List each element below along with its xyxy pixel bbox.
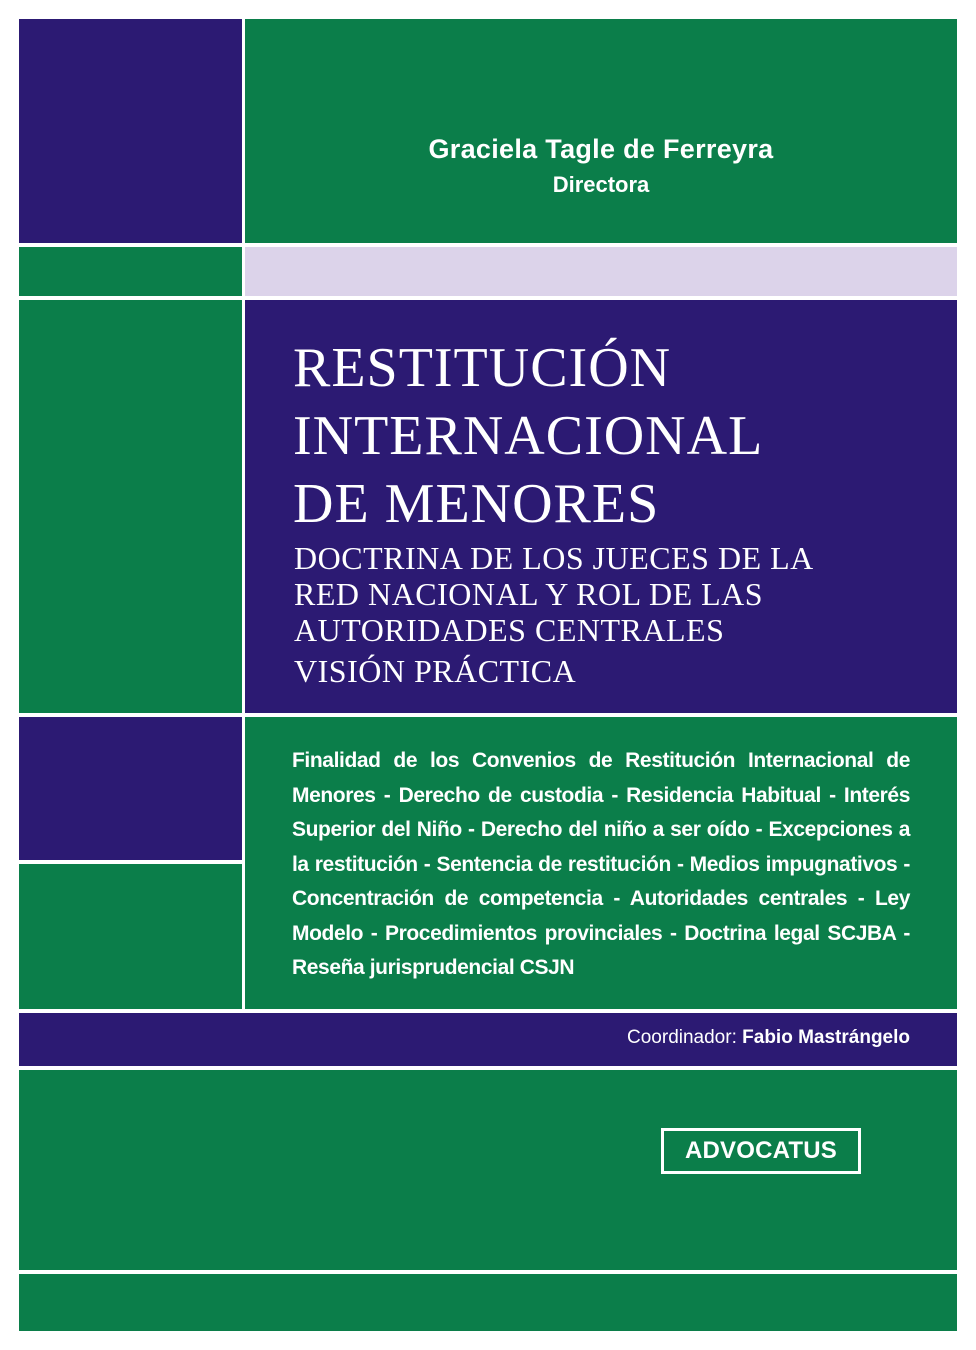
cover-block-green-strip-left bbox=[19, 247, 242, 296]
cover-block-green-top-right bbox=[245, 19, 957, 243]
book-subtitle-line: DOCTRINA DE LOS JUECES DE LA bbox=[294, 540, 814, 576]
coordinator-name: Fabio Mastrángelo bbox=[742, 1027, 910, 1048]
publisher-name: ADVOCATUS bbox=[684, 1137, 838, 1164]
book-subtitle-extra: VISIÓN PRÁCTICA bbox=[294, 653, 577, 689]
coordinator-label: Coordinador: bbox=[627, 1027, 737, 1048]
book-subtitle bbox=[294, 540, 934, 689]
book-subtitle-line: RED NACIONAL Y ROL DE LAS bbox=[294, 576, 764, 612]
publisher-logo bbox=[661, 1128, 861, 1174]
book-title-line: DE MENORES bbox=[293, 473, 660, 535]
cover-block-purple-top-left bbox=[19, 19, 242, 243]
author-role: Directora bbox=[552, 172, 650, 197]
book-title-line: RESTITUCIÓN bbox=[293, 337, 672, 399]
coordinator-credit bbox=[627, 1027, 910, 1049]
cover-block-green-mid-left bbox=[19, 300, 242, 713]
topics-list: Finalidad de los Convenios de Restitución Internacional de Menores - Derecho de custodia - Residencia Habitual - Interés Superior del Niño - Derecho del niño a ser oído - Excepciones a la restitución - Sentencia de restitución - Medios impugnativos - Concentración de competencia - Autoridades centrales - Ley Modelo - Procedimientos provinciales - Doctrina legal SCJBA - Reseña jurisprudencial CSJN bbox=[292, 749, 910, 979]
book-title-line: INTERNACIONAL bbox=[293, 405, 764, 467]
book-title bbox=[293, 334, 933, 538]
cover-block-lavender-strip bbox=[245, 247, 957, 296]
cover-block-purple-left bbox=[19, 717, 242, 860]
cover-block-green-left bbox=[19, 864, 242, 1009]
book-subtitle-line: AUTORIDADES CENTRALES bbox=[294, 612, 725, 648]
author-name: Graciela Tagle de Ferreyra bbox=[428, 134, 774, 164]
cover-block-green-footer bbox=[19, 1274, 957, 1331]
